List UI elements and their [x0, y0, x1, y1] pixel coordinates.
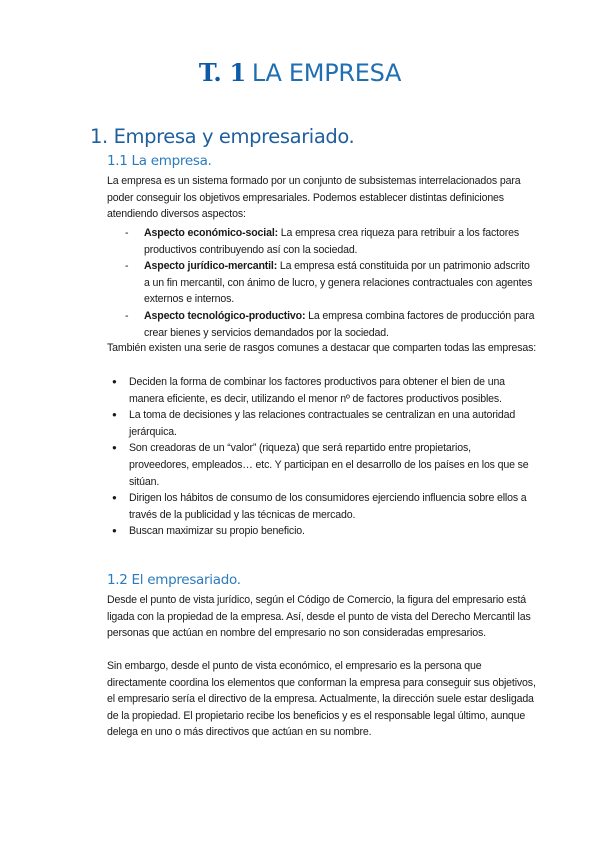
subsection-heading-empresa: 1.1 La empresa.: [107, 153, 212, 169]
trait-text: Buscan maximizar su propio beneficio.: [129, 525, 305, 538]
list-item: [110, 440, 530, 490]
aspect-label: Aspecto tecnológico-productivo:: [144, 309, 306, 322]
list-item: [125, 225, 535, 258]
aspects-list: [125, 225, 535, 341]
traits-intro-paragraph: También existen una serie de rasgos comunes a destacar que comparten todas las empresas:: [107, 342, 537, 354]
aspect-label: Aspecto jurídico-mercantil:: [144, 260, 278, 273]
empresariado-paragraph-1: Desde el punto de vista jurídico, según el Código de Comercio, la figura del empresario está ligada con la propiedad de la empresa. Así, desde el punto de vista del Derecho Mercantil las personas que actúan en nombre del empresario no son consideradas empresarios.: [107, 594, 531, 640]
trait-text: Son creadoras de un “valor” (riqueza) que será repartido entre propietarios, proveedores, empleados… etc. Y participan en el desarrollo de los países en los que se sitúan.: [129, 442, 529, 488]
bullet-icon: ●: [112, 377, 117, 386]
bullet-icon: ●: [112, 493, 117, 503]
subsection-heading-empresariado: 1.2 El empresariado.: [107, 572, 241, 588]
aspect-text: La empresa está constituida por un patrimonio adscrito a un fin mercantil, con ánimo de lucro, y genera relaciones contractuales con agentes externos e internos.: [144, 260, 533, 306]
traits-list: [110, 374, 530, 540]
aspect-label: Aspecto económico-social:: [144, 227, 278, 239]
list-item: [125, 308, 535, 341]
trait-text: La toma de decisiones y las relaciones contractuales se centralizan en una autoridad jerárquica.: [129, 409, 516, 438]
empresariado-paragraph-2: Sin embargo, desde el punto de vista económico, el empresario es la persona que directamente coordina los elementos que conforman la empresa para conseguir sus objetivos, el empresario sería el directivo de la empresa. Actualmente, la dirección suele estar desligada de la propiedad. El propietario recibe los beneficios y es el responsable legal último, aunque delega en uno o más directivos que actúan en su nombre.: [107, 660, 536, 739]
trait-text: Deciden la forma de combinar los factores productivos para obtener el bien de una manera eficiente, es decir, utilizando el menor nº de factores productivos posibles.: [129, 376, 505, 405]
list-item: [110, 407, 530, 440]
aspect-text: La empresa combina factores de producción para crear bienes y servicios demandados por la sociedad.: [144, 309, 535, 339]
trait-text: Dirigen los hábitos de consumo de los consumidores ejerciendo influencia sobre ellos a través de la publicidad y las técnicas de mercado.: [129, 492, 527, 521]
list-item: [110, 523, 530, 540]
document-title: [0, 58, 600, 88]
list-item: [125, 258, 535, 308]
list-item: [110, 374, 530, 407]
bullet-icon: ●: [112, 443, 117, 453]
aspect-text: La empresa crea riqueza para retribuir a los factores productivos contribuyendo así con la sociedad.: [144, 227, 519, 256]
section-heading: 1. Empresa y empresariado.: [90, 125, 355, 148]
title-text: LA EMPRESA: [251, 59, 402, 87]
list-item: [110, 490, 530, 523]
bullet-icon: ●: [112, 410, 117, 420]
title-prefix: T. 1: [198, 58, 246, 87]
bullet-icon: ●: [112, 526, 117, 536]
dash-marker: -: [125, 227, 129, 239]
dash-marker: -: [125, 309, 129, 322]
intro-paragraph: La empresa es un sistema formado por un conjunto de subsistemas interrelacionados para poder conseguir los objetivos empresariales. Podemos establecer distintas definiciones atendiendo diversos aspectos:: [107, 175, 521, 221]
dash-marker: -: [125, 260, 129, 273]
